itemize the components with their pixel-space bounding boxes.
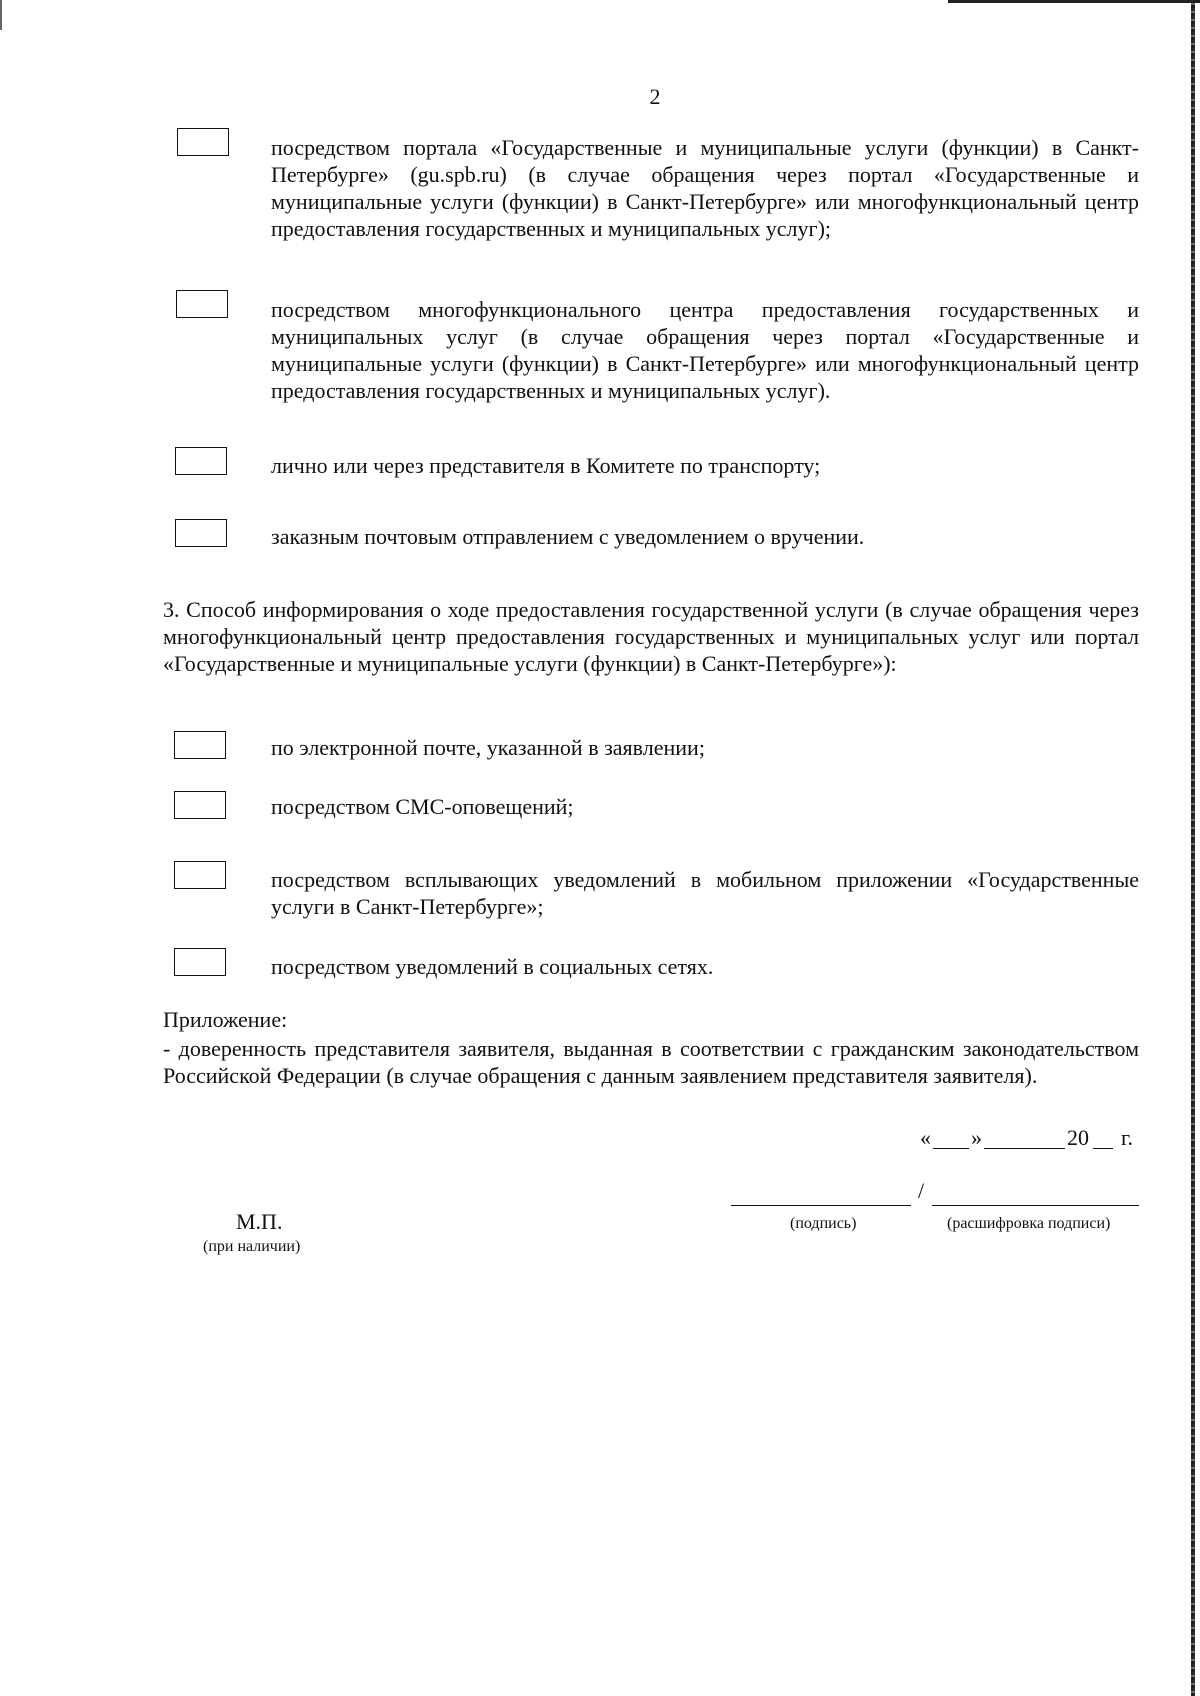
checkbox-registered-mail[interactable] (175, 519, 227, 547)
option-social: посредством уведомлений в социальных сетях. (271, 954, 714, 979)
date-year-field[interactable] (1093, 1148, 1113, 1149)
date-close-quote: » (971, 1125, 982, 1150)
checkbox-sms[interactable] (174, 791, 226, 819)
checkbox-mfc[interactable] (176, 290, 228, 318)
date-month-field[interactable] (984, 1148, 1065, 1149)
stamp-note: (при наличии) (203, 1238, 301, 1255)
page-number: 2 (649, 84, 661, 109)
scan-edge-left (0, 0, 2, 30)
option-email: по электронной почте, указанной в заявлении; (271, 735, 705, 760)
checkbox-portal[interactable] (177, 128, 229, 156)
signature-transcript-field[interactable] (932, 1205, 1139, 1206)
scan-edge-right (1191, 0, 1195, 1696)
checkbox-in-person[interactable] (175, 447, 227, 475)
checkbox-email[interactable] (174, 731, 226, 759)
signature-field[interactable] (731, 1205, 911, 1206)
appendix-title: Приложение: (163, 1007, 288, 1032)
option-registered-mail: заказным почтовым отправлением с уведомлением о вручении. (271, 524, 865, 549)
signature-transcript-caption: (расшифровка подписи) (947, 1215, 1111, 1232)
scan-edge-top (948, 0, 1200, 3)
date-open-quote: « (920, 1125, 931, 1150)
option-push: посредством всплывающих уведомлений в мобильном приложении «Государственные услуги в Санкт-Петербурге»; (271, 867, 1139, 919)
stamp-label: М.П. (236, 1209, 283, 1234)
option-mfc: посредством многофункционального центра предоставления государственных и муниципальных услуг (в случае обращения через портал «Государственные и муниципальные услуги (функции) в Санкт-Петербурге» или многофункциональный центр предоставления государственных и муниципальных услуг). (271, 297, 1139, 403)
date-year-prefix: 20 (1067, 1125, 1089, 1150)
signature-separator: / (918, 1178, 925, 1203)
appendix-item: - доверенность представителя заявителя, выданная в соответствии с гражданским законодательством Российской Федерации (в случае обращения с данным заявлением представителя заявителя). (163, 1036, 1139, 1088)
date-day-field[interactable] (933, 1148, 969, 1149)
date-year-suffix: г. (1121, 1125, 1134, 1150)
checkbox-social[interactable] (174, 948, 226, 976)
option-sms: посредством СМС-оповещений; (271, 794, 574, 819)
option-portal: посредством портала «Государственные и муниципальные услуги (функции) в Санкт-Петербурге» (gu.spb.ru) (в случае обращения через портал «Государственные и муниципальные услуги (функции) в Санкт-Петербурге» или многофункциональный центр предоставления государственных и муниципальных услуг); (271, 135, 1139, 241)
option-in-person: лично или через представителя в Комитете по транспорту; (271, 453, 821, 478)
signature-caption: (подпись) (790, 1215, 857, 1232)
section-3-text: 3. Способ информирования о ходе предоставления государственной услуги (в случае обращения через многофункциональный центр предоставления государственных и муниципальных услуг или портал «Государственные и муниципальные услуги (функции) в Санкт-Петербурге»): (163, 597, 1139, 676)
checkbox-push[interactable] (174, 861, 226, 889)
